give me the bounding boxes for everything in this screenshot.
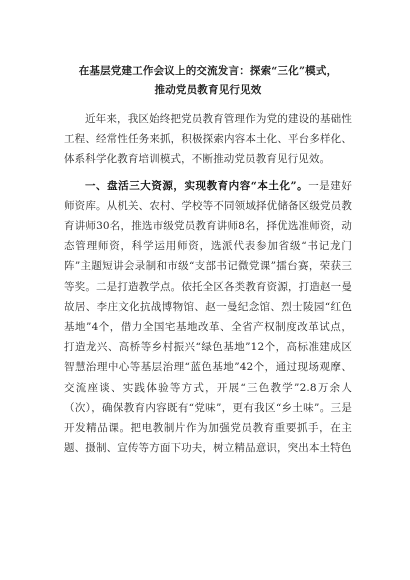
document-title (64, 62, 352, 100)
section-1-heading: 一、盘活三大资源，实现教育内容“本土化”。 (85, 179, 309, 192)
title-line-2: 推动党员教育见行见效 (154, 84, 262, 96)
intro-paragraph: 近年来，我区始终把党员教育管理作为党的建设的基础性工程、经常性任务来抓，积极探索内容本土化、平台多样化、体系科学化教育培训模式，不断推动党员教育见行见效。 (64, 113, 352, 166)
document-body (64, 109, 352, 458)
title-line-1: 在基层党建工作会议上的交流发言：探索“三化”模式， (78, 65, 338, 77)
section-1-text: 一是建好师资库。从机关、农村、学校等不同领域择优储备区级党员教育讲师30名，推选市级党员教育讲师8名，择优选准师资，动态管理师资，科学运用师资，选派代表参加省级“书记龙门阵”主题短讲会录制和市级“支部书记微党课”擂台赛，荣获三等奖。二是打造教学点。依托全区各类教育资源，打造赵一曼故居、李庄文化抗战博物馆、赵一曼纪念馆、烈士陵园“红色基地”4个，借力全国宅基地改革、全省产权制度改革试点，打造龙兴、高桥等乡村振兴“绿色基地”12个，高标准建成区智慧治理中心等基层治理“蓝色基地”42个，通过现场观摩、交流座谈、实践体验等方式，开展“三色教学”2.8万余人（次），确保教育内容既有“党味”，更有我区“乡土味”。三是开发精品课。把电教制片作为加强党员教育重要抓手，在主题、摄制、宣传等方面下功夫，树立精品意识，突出本土特色 (64, 179, 352, 455)
section-1-paragraph (64, 176, 352, 459)
